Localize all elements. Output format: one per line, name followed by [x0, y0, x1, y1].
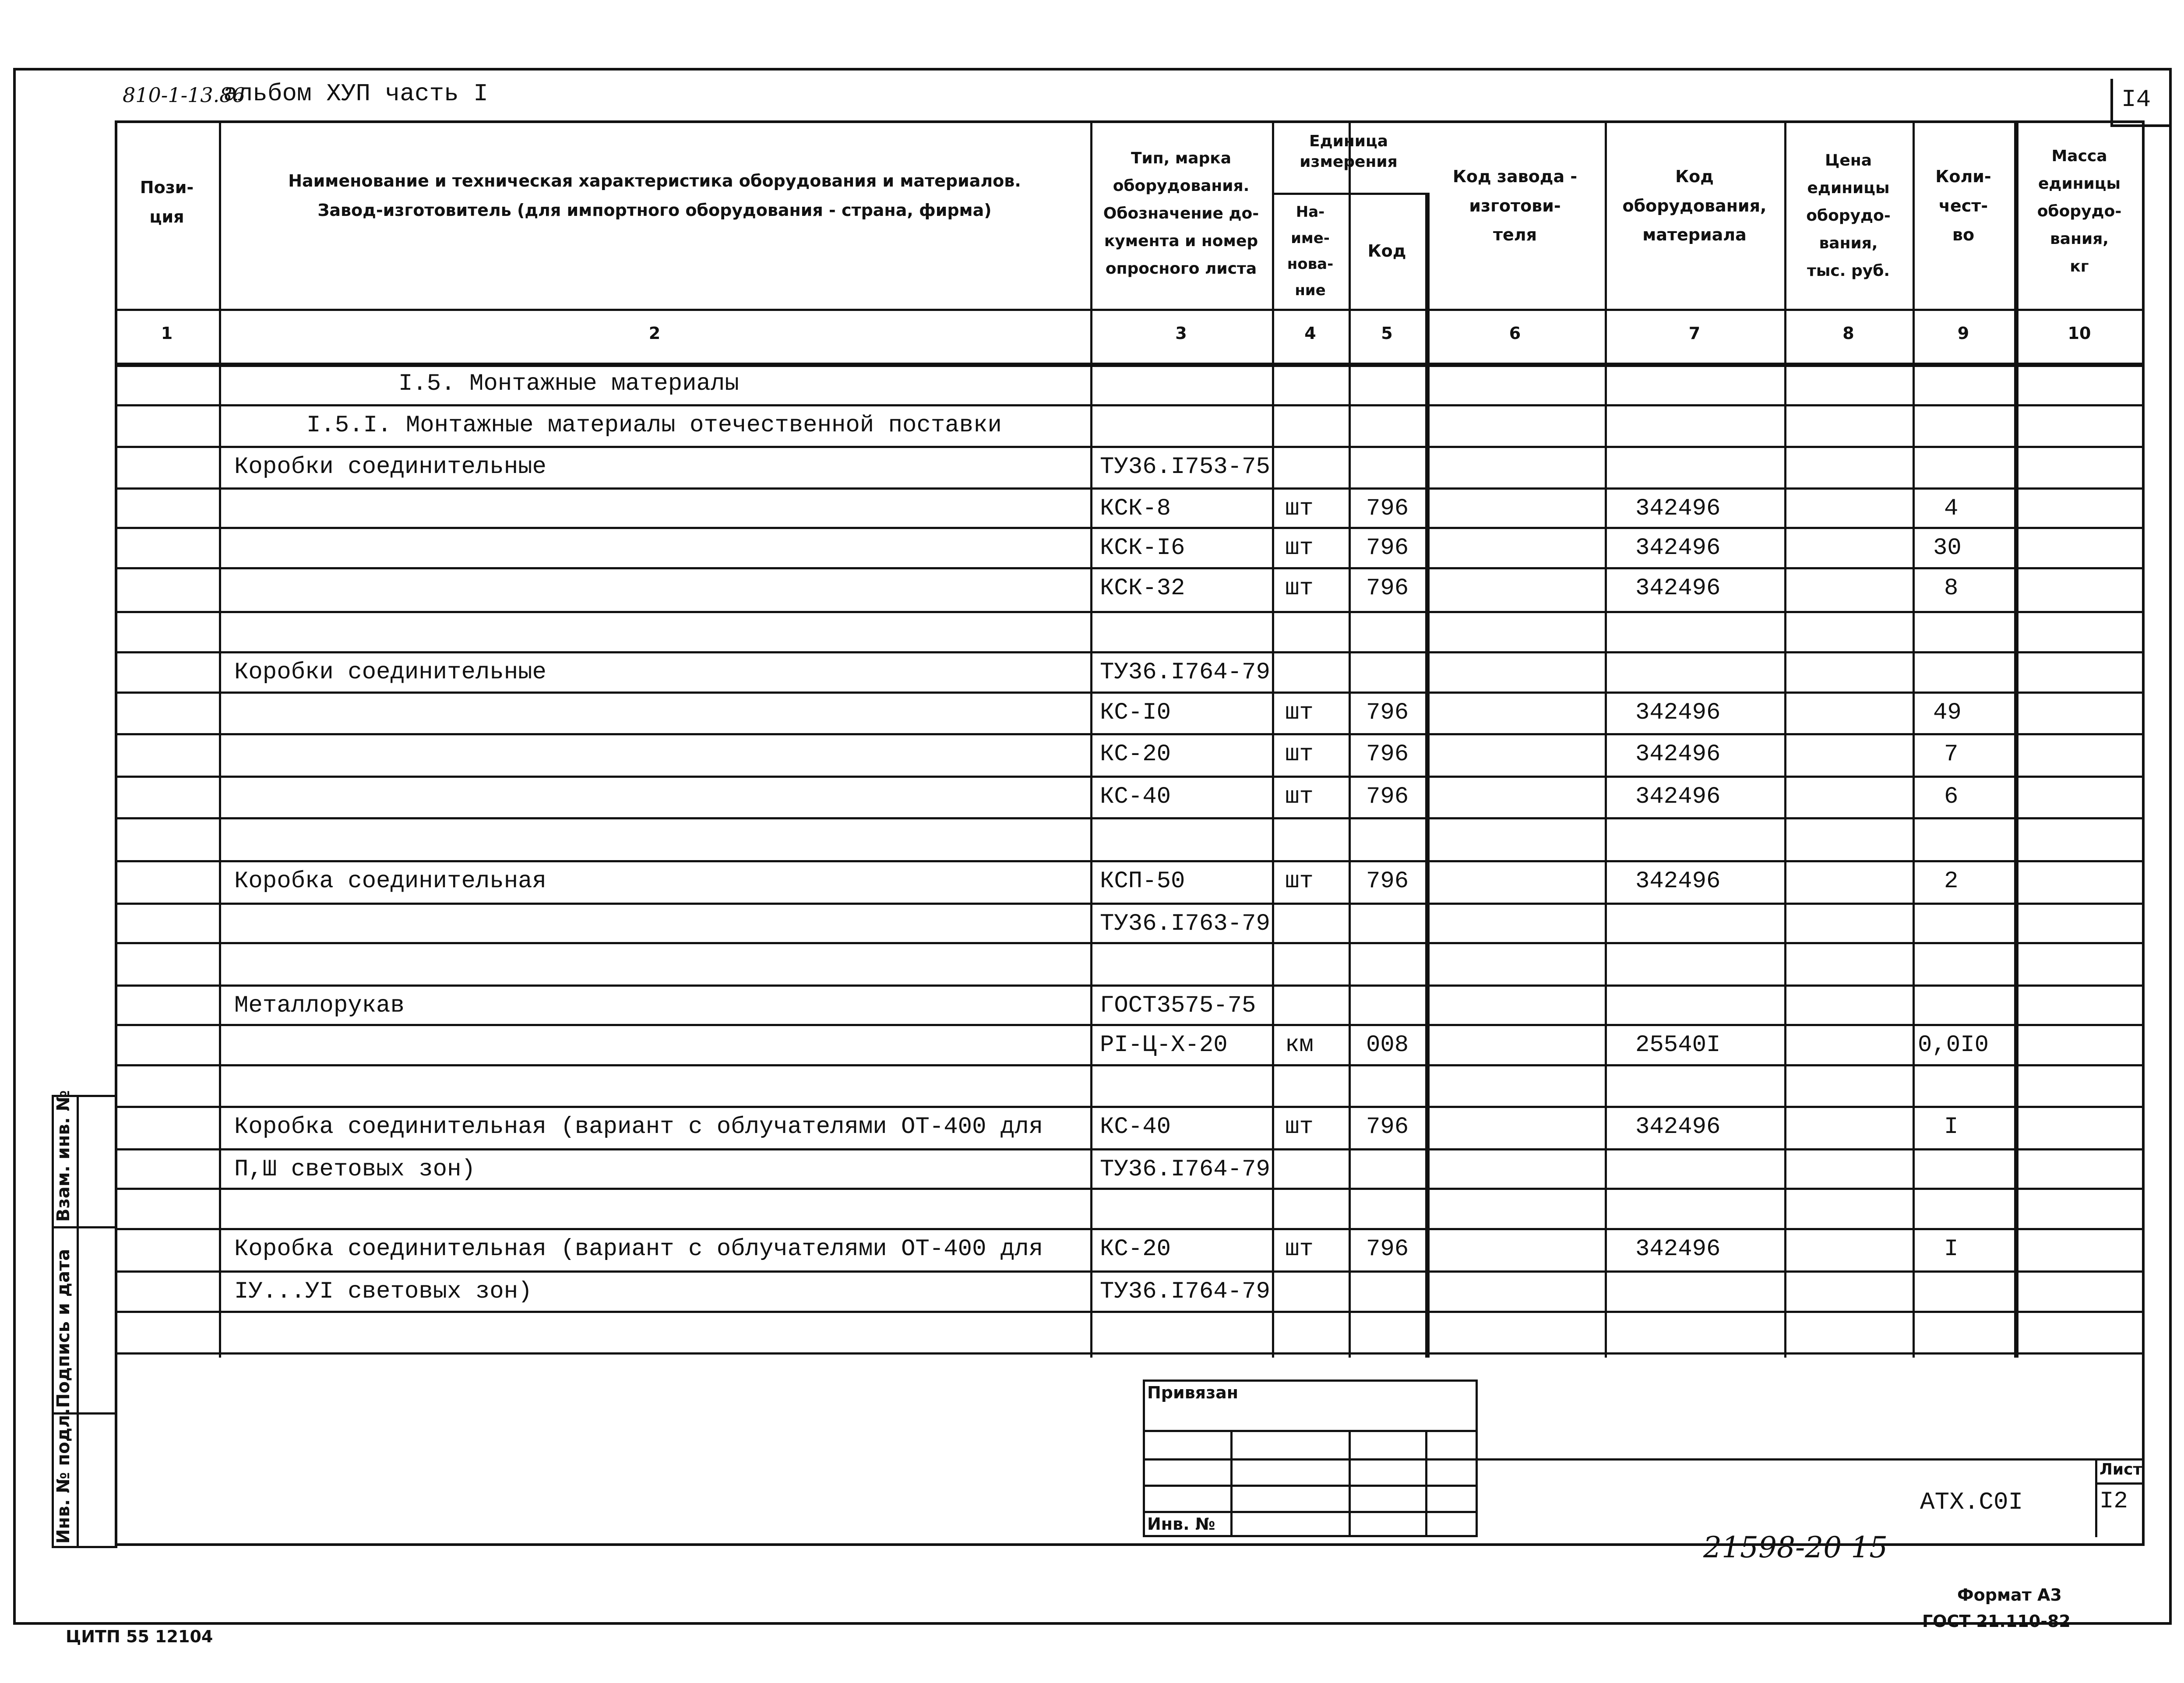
inv-no-label: Инв. №: [1147, 1514, 1215, 1534]
row-qty: 2: [1944, 868, 1959, 895]
doc-code: АТХ.С0I: [1920, 1488, 2023, 1516]
row-type: ТУ36.I764-79: [1100, 1278, 1270, 1305]
row-type: КС-40: [1100, 783, 1171, 810]
row-type: ТУ36.I763-79: [1100, 910, 1270, 937]
table-row-line: [115, 942, 2145, 944]
row-type: РI-Ц-Х-20: [1100, 1032, 1228, 1058]
column-divider: [1913, 120, 1915, 1358]
column-header-9: Коли- чест- во: [1935, 167, 1991, 244]
row-qty: 8: [1944, 575, 1959, 602]
table-row-line: [115, 817, 2145, 819]
row-unit: шт: [1285, 783, 1314, 810]
gost-label: ГОСТ 21.110-82: [1922, 1612, 2071, 1631]
table-row-line: [115, 903, 2145, 905]
row-unit: шт: [1285, 495, 1314, 522]
row-type: КС-40: [1100, 1114, 1171, 1140]
list-value: I2: [2099, 1488, 2128, 1515]
row-type: ТУ36.I764-79: [1100, 1156, 1270, 1183]
row-type: ТУ36.I753-75: [1100, 454, 1270, 480]
table-row-line: [115, 1270, 2145, 1273]
row-unit-code: 796: [1366, 1236, 1409, 1263]
row-equip-code: 342496: [1635, 741, 1721, 768]
row-unit-code: 796: [1366, 495, 1409, 522]
row-name: I.5. Монтажные материалы: [398, 370, 739, 397]
header-bottom-line: [115, 309, 2145, 311]
column-divider: [1272, 120, 1274, 1358]
handwritten-number: 21598-20 15: [1703, 1531, 1888, 1564]
table-row-line: [115, 1188, 2145, 1190]
row-qty: I: [1944, 1114, 1959, 1140]
row-type: ТУ36.I764-79: [1100, 659, 1270, 686]
row-unit: шт: [1285, 575, 1314, 602]
column-header-7: Код оборудования, материала: [1622, 167, 1767, 244]
row-type: ГОСТ3575-75: [1100, 992, 1256, 1019]
column-header-3: Тип, марка оборудования. Обозначение до- кумента и номер опросного листа: [1103, 149, 1259, 278]
column-divider: [1425, 193, 1430, 1358]
doc-ref: 810-1-13.86: [123, 83, 245, 107]
table-row-line: [115, 692, 2145, 694]
row-name: Коробки соединительные: [234, 454, 546, 480]
row-unit: шт: [1285, 1236, 1314, 1263]
column-number: 8: [1842, 324, 1854, 343]
table-row-line: [115, 984, 2145, 987]
column-number: 4: [1304, 324, 1316, 343]
column-divider: [2014, 120, 2018, 1358]
row-name: Коробка соединительная: [234, 868, 546, 895]
row-equip-code: 342496: [1635, 1114, 1721, 1140]
row-qty: I: [1944, 1236, 1959, 1263]
column-divider: [219, 120, 221, 1358]
row-unit: шт: [1285, 699, 1314, 726]
table-row-line: [115, 611, 2145, 613]
table-row-line: [115, 527, 2145, 529]
column-number: 9: [1957, 324, 1969, 343]
row-unit-code: 796: [1366, 575, 1409, 602]
row-unit-code: 796: [1366, 699, 1409, 726]
format-label: Формат А3: [1957, 1585, 2062, 1605]
column-divider: [1605, 120, 1607, 1358]
row-type: КСК-I6: [1100, 535, 1185, 561]
ctip-label: ЦИТП 55 12104: [66, 1627, 213, 1646]
row-name: Металлорукав: [234, 992, 405, 1019]
row-type: КС-I0: [1100, 699, 1171, 726]
table-row-line: [115, 404, 2145, 406]
table-row-line: [115, 446, 2145, 448]
column-header-4: На- име- нова- ние: [1287, 203, 1334, 299]
column-number: 7: [1688, 324, 1701, 343]
row-equip-code: 342496: [1635, 1236, 1721, 1263]
row-type: КСП-50: [1100, 868, 1185, 895]
privyazan-label: Привязан: [1147, 1383, 1239, 1402]
column-number: 6: [1509, 324, 1521, 343]
row-type: КСК-32: [1100, 575, 1185, 602]
column-divider: [1090, 120, 1092, 1358]
column-divider: [1349, 120, 1351, 1358]
row-unit-code: 796: [1366, 1114, 1409, 1140]
row-name: Коробка соединительная (вариант с облучателями ОТ-400 для: [234, 1236, 1043, 1263]
table-row-line: [115, 1106, 2145, 1108]
table-row-line: [115, 567, 2145, 569]
column-number: 2: [648, 324, 661, 343]
column-divider: [1784, 120, 1786, 1358]
row-qty: 49: [1933, 699, 1962, 726]
row-unit: шт: [1285, 741, 1314, 768]
column-header-1: Пози- ция: [140, 178, 194, 226]
sheet-number: I4: [2121, 85, 2151, 113]
unit-group-divider: [1272, 193, 1425, 195]
row-name: IУ...УI световых зон): [234, 1278, 532, 1305]
column-number: 1: [161, 324, 173, 343]
table-row-line: [115, 776, 2145, 778]
column-number: 10: [2068, 324, 2091, 343]
column-number: 5: [1381, 324, 1393, 343]
table-row-line: [115, 651, 2145, 653]
table-row-line: [115, 1148, 2145, 1150]
column-header-2: Наименование и техническая характеристика оборудования и материалов. Завод-изготовитель (для импортного оборудования - страна, фирма): [288, 171, 1021, 220]
table-row-line: [115, 1024, 2145, 1026]
inv-podl-label: Инв. № подл.: [53, 1408, 74, 1544]
table-row-line: [115, 1352, 2145, 1355]
row-unit: шт: [1285, 868, 1314, 895]
row-unit: км: [1285, 1032, 1314, 1058]
table-row-line: [115, 733, 2145, 735]
row-qty: 0,0I0: [1918, 1032, 1989, 1058]
column-number: 3: [1175, 324, 1187, 343]
row-unit-code: 796: [1366, 868, 1409, 895]
row-unit-code: 796: [1366, 741, 1409, 768]
row-name: Коробки соединительные: [234, 659, 546, 686]
row-equip-code: 342496: [1635, 868, 1721, 895]
column-header-5: Код: [1367, 241, 1406, 261]
table-row-line: [115, 1311, 2145, 1313]
row-type: КС-20: [1100, 1236, 1171, 1263]
vzam-inv-label: Взам. инв. №: [53, 1090, 74, 1222]
row-type: КС-20: [1100, 741, 1171, 768]
table-row-line: [115, 1064, 2145, 1066]
list-label: Лист: [2099, 1461, 2142, 1478]
row-equip-code: 342496: [1635, 699, 1721, 726]
row-equip-code: 342496: [1635, 783, 1721, 810]
row-equip-code: 342496: [1635, 495, 1721, 522]
row-qty: 6: [1944, 783, 1959, 810]
column-header-8: Цена единицы оборудо- вания, тыс. руб.: [1806, 152, 1891, 280]
row-unit: шт: [1285, 1114, 1314, 1140]
row-unit: шт: [1285, 535, 1314, 561]
table-row-line: [115, 1228, 2145, 1230]
column-header-6: Код завода - изготови- теля: [1452, 167, 1578, 244]
row-unit-code: 008: [1366, 1032, 1409, 1058]
row-name: П,Ш световых зон): [234, 1156, 476, 1183]
row-name: I.5.I. Монтажные материалы отечественной поставки: [306, 412, 1002, 439]
row-unit-code: 796: [1366, 535, 1409, 561]
row-equip-code: 342496: [1635, 535, 1721, 561]
table-row-line: [115, 487, 2145, 490]
table-row-line: [115, 860, 2145, 862]
row-qty: 30: [1933, 535, 1962, 561]
podpis-data-label: Подпись и дата: [53, 1249, 74, 1408]
row-equip-code: 342496: [1635, 575, 1721, 602]
number-row-bottom-line: [115, 363, 2145, 367]
row-equip-code: 25540I: [1635, 1032, 1721, 1058]
row-name: Коробка соединительная (вариант с облучателями ОТ-400 для: [234, 1114, 1043, 1140]
unit-group-header: Единица измерения: [1300, 132, 1398, 171]
column-header-10: Масса единицы оборудо- вания, кг: [2037, 147, 2122, 275]
row-qty: 7: [1944, 741, 1959, 768]
row-unit-code: 796: [1366, 783, 1409, 810]
row-qty: 4: [1944, 495, 1959, 522]
album-title: альбом ХУП часть I: [223, 80, 488, 108]
row-type: КСК-8: [1100, 495, 1171, 522]
